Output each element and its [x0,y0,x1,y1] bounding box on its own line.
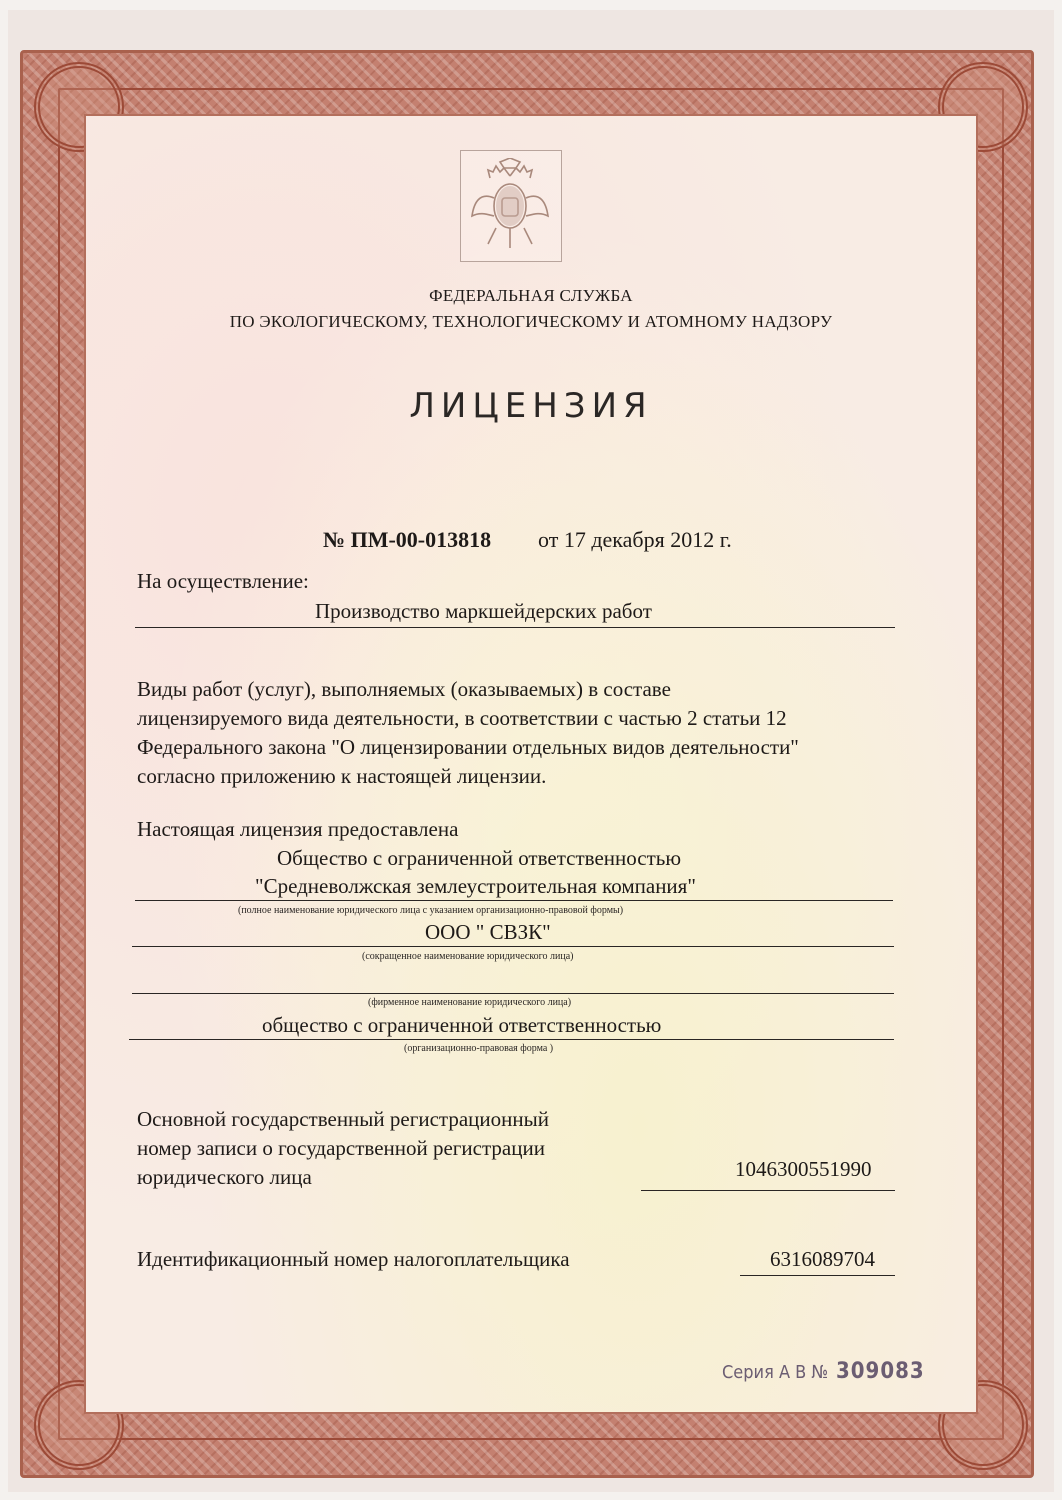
full-name-caption: (полное наименование юридического лица с указанием организационно-правовой формы) [238,905,624,916]
works-text-line4: согласно приложению к настоящей лицензии. [137,764,547,788]
activity-underline [135,627,895,628]
short-name-caption: (сокращенное наименование юридического лица) [362,951,574,962]
works-text-line3: Федерального закона "О лицензировании отдельных видов деятельности" [137,735,799,759]
license-number: № ПМ-00-013818 [323,527,492,552]
license-date: от 17 декабря 2012 г. [538,527,732,552]
inn-value: 6316089704 [770,1247,875,1271]
agency-name-line2: ПО ЭКОЛОГИЧЕСКОМУ, ТЕХНОЛОГИЧЕСКОМУ И АТОМНОМУ НАДЗОРУ [229,312,833,331]
ogrn-underline [641,1190,895,1191]
short-name-underline [132,946,894,947]
activity-value: Производство маркшейдерских работ [315,599,652,623]
series-number: 309083 [836,1359,925,1384]
ogrn-label-line1: Основной государственный регистрационный [137,1107,549,1131]
grantee-legal-form: общество с ограниченной ответственностью [262,1013,662,1037]
inn-underline [740,1275,895,1276]
activity-label: На осуществление: [137,569,309,593]
double-headed-eagle-emblem-icon [466,158,554,254]
brand-name-caption: (фирменное наименование юридического лица) [368,997,572,1008]
full-name-underline [135,900,893,901]
legal-form-underline [129,1039,894,1040]
works-text-line2: лицензируемого вида деятельности, в соответствии с частью 2 статьи 12 [137,706,787,730]
ogrn-label-line2: номер записи о государственной регистрации [137,1136,545,1160]
document-title: ЛИЦЕНЗИЯ [409,386,653,426]
works-text-line1: Виды работ (услуг), выполняемых (оказываемых) в составе [137,677,671,701]
agency-name-line1: ФЕДЕРАЛЬНАЯ СЛУЖБА [429,286,633,305]
grantee-full-name-line2: "Средневолжская землеустроительная компания" [255,874,696,898]
series-label: Серия А В № [722,1362,829,1383]
brand-name-underline [132,993,894,994]
inn-label: Идентификационный номер налогоплательщика [137,1247,570,1271]
ogrn-value: 1046300551990 [735,1157,872,1181]
ogrn-label-line3: юридического лица [137,1165,312,1189]
legal-form-caption: (организационно-правовая форма ) [404,1043,554,1054]
grantee-short-name: ООО " СВЗК" [425,920,551,944]
grantee-full-name-line1: Общество с ограниченной ответственностью [277,846,682,870]
grantee-label: Настоящая лицензия предоставлена [137,817,459,841]
